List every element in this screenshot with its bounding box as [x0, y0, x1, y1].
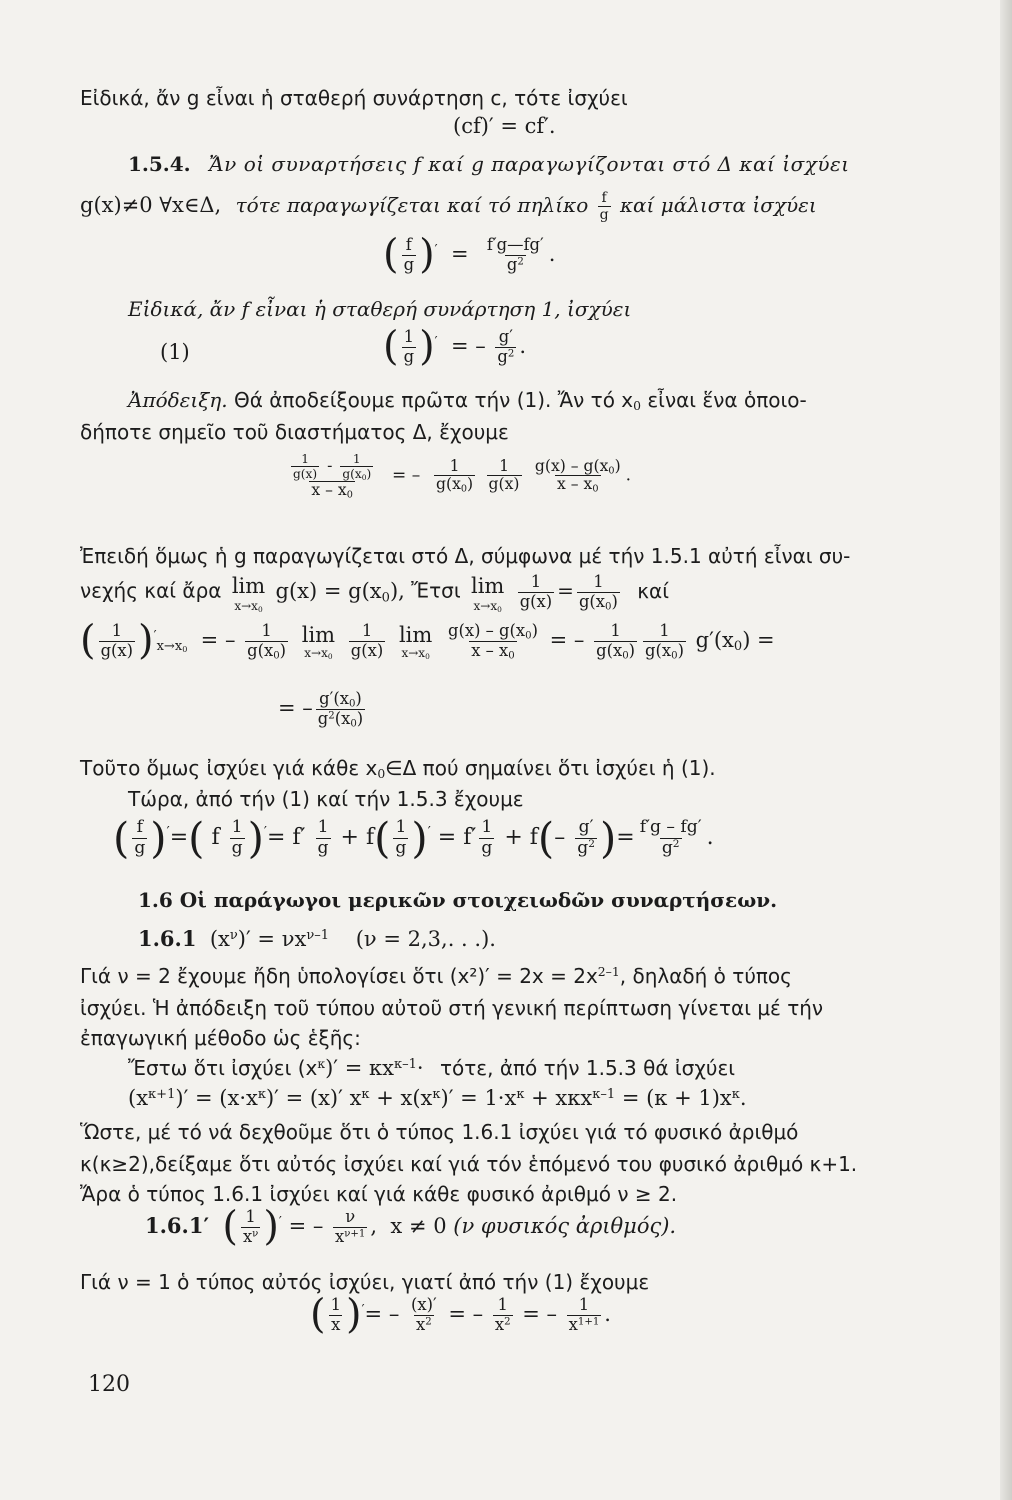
derivative-limit-formula: ( $\frac{1}{g(x)}$ )$'_{x\to x_0}$ = – $\frac{1}{g(x_0)}$ lim $x\to x_0$ $\frac{1}{g(x)}$ lim $x\to x_0$ $\frac{g(x) - g(x_0)}{x - x_0}$ = – $\frac{1}{g(x_0)}$ $\frac{1}{g(x_0)}$ $g'(x_0)$ = — [80, 617, 775, 664]
theorem-line-2: g(x)≠0 ∀x∈Δ, τότε παραγωγίζεται καί τό πηλίκο $\frac{f}{g}$ καί μάλιστα ἰσχύει — [80, 190, 817, 224]
paragraph-line: Ἀπόδειξη. Θά ἀποδείξουμε πρῶτα τήν (1). Ἄν τό $x_0$ εἶναι ἕνα ὁποιο- — [128, 388, 807, 414]
paragraph-line: Ἐπειδή ὅμως ἡ g παραγωγίζεται στό Δ, σύμφωνα μέ τήν 1.5.1 αὐτή εἶναι συ- — [80, 544, 851, 568]
section-heading: 1.6 Οἱ παράγωγοι μερικῶν στοιχειωδῶν συναρτήσεων. — [138, 888, 778, 912]
quotient-rule-formula: ( $\frac{f}{g}$ )′ = $\frac{f'g—fg'}{g^2}$ . — [383, 231, 556, 278]
formula-cf: (cf)′ = cf′. — [453, 114, 556, 138]
paragraph-line: Τώρα, ἀπό τήν (1) καί τήν 1.5.3 ἔχουμε — [128, 787, 524, 811]
paragraph-line: Γιά ν = 2 ἔχουμε ἤδη ὑπολογίσει ὅτι $(x^2)' = 2x = 2x^{2-1}$, δηλαδή ὁ τύπος — [80, 964, 792, 988]
proof-label: Ἀπόδειξη. — [128, 388, 228, 412]
theorem-text-3: καί μάλιστα ἰσχύει — [619, 193, 817, 218]
theorem-line — [128, 150, 850, 178]
reciprocal-formula: ( $\frac{1}{g}$ )′ = – $\frac{g'}{g^2}$ . — [383, 323, 527, 370]
page-gutter — [1000, 0, 1012, 1500]
page-number: 120 — [88, 1372, 130, 1397]
paragraph-line: δήποτε σημεῖο τοῦ διαστήματος Δ, ἔχουμε — [80, 420, 509, 444]
difference-quotient-formula: $\frac{1}{g(x)}$ - $\frac{1}{g(x_0)}$ x – $x_0$ = – $\frac{1}{g(x_0)}$ $\frac{1}{g(x)}$ $\frac{g(x) - g(x_0)}{x - x_0}$ . — [293, 452, 632, 501]
paragraph-line: Ἔστω ὅτι ἰσχύει $(x^\kappa)' = \kappa x^{\kappa-1}\cdot \tau ό\tau\varepsilon$, ἀπό τήν 1.5.3 θά ἰσχύει — [128, 1056, 736, 1080]
formula-1-6-1-prime: 1.6.1′ ( $\frac{1}{x^\nu}$ )′ = – $\frac{\nu}{x^{\nu+1}}$ , x ≠ 0 (ν φυσικός ἀριθμός). — [145, 1203, 677, 1250]
paragraph-line: Τοῦτο ὅμως ἰσχύει γιά κάθε $x_0\in\Delta$ πού σημαίνει ὅτι ἰσχύει ἡ (1). — [80, 756, 716, 782]
theorem-text: Ἄν οἱ συναρτήσεις f καί g παραγωγίζονται στό Δ καί ἰσχύει — [209, 152, 850, 176]
equation-label: (1) — [160, 340, 190, 364]
paragraph-line: Εἰδικά, ἄν g εἶναι ἡ σταθερή συνάρτηση c, τότε ἰσχύει — [80, 86, 628, 110]
paragraph-line: Ὥστε, μέ τό νά δεχθοῦμε ὅτι ὁ τύπος 1.6.1 ἰσχύει γιά τό φυσικό ἀριθμό — [80, 1120, 799, 1144]
paragraph-line: Γιά ν = 1 ὁ τύπος αὐτός ἰσχύει, γιατί ἀπό τήν (1) ἔχουμε — [80, 1270, 650, 1294]
paragraph-line: νεχής καί ἄρα lim $x\to x_0$ $g(x) = g(x_0)$, Ἔτσι lim $x\to x_0$ $\frac{1}{g(x)}$ = $\frac{1}{g(x_0)}$ καί — [80, 571, 669, 614]
paragraph-line: κ(κ≥2),δείξαμε ὅτι αὐτός ἰσχύει καί γιά τόν ἑπόμενό του φυσικό ἀριθμό κ+1. — [80, 1152, 858, 1176]
formula-nu-one: ( $\frac{1}{x}$ )′= – $\frac{(x)'}{x^2}$ = – $\frac{1}{x^2}$ = – $\frac{1}{x^{1+1}}$ . — [310, 1291, 611, 1338]
formula-1-6-1: 1.6.1 $(x^\nu)' = \nu x^{\nu-1}$ (ν = 2,3,. . .). — [138, 926, 496, 951]
theorem-number: 1.5.4. — [128, 152, 191, 176]
theorem-text-2: τότε παραγωγίζεται καί τό πηλίκο — [235, 193, 589, 218]
theorem-condition: g(x)≠0 ∀x∈Δ, — [80, 193, 222, 218]
paragraph-line: Εἰδικά, ἄν f εἶναι ἡ σταθερή συνάρτηση 1, ἰσχύει — [128, 297, 632, 321]
paragraph-line: Ἄρα ὁ τύπος 1.6.1 ἰσχύει καί γιά κάθε φυσικό ἀριθμό ν ≥ 2. — [80, 1182, 678, 1206]
induction-formula: $(x^{\kappa+1})' = (x\cdot x^\kappa)' = (x)'$ $x^\kappa + x(x^\kappa)' = 1\cdot x^\kappa + x\kappa x^{\kappa-1} = (\kappa + 1)x^\kappa$. — [128, 1086, 747, 1110]
paragraph-line: ἐπαγωγική μέθοδο ὡς ἑξῆς: — [80, 1026, 361, 1050]
paragraph-line: ἰσχύει. Ἡ ἀπόδειξη τοῦ τύπου αὐτοῦ στή γενική περίπτωση γίνεται μέ τήν — [80, 996, 824, 1020]
quotient-derivation-formula: ( $\frac{f}{g}$ )′=( f $\frac{1}{g}$ )′= f′ $\frac{1}{g}$ + f( $\frac{1}{g}$ )′ = f′ $\frac{1}{g}$ + f(– $\frac{g'}{g^2}$ )= $\frac{f'g - fg'}{g^2}$ . — [113, 813, 714, 863]
derivative-result-formula: = – $\frac{g'(x_0)}{g^2(x_0)}$ — [278, 689, 364, 730]
